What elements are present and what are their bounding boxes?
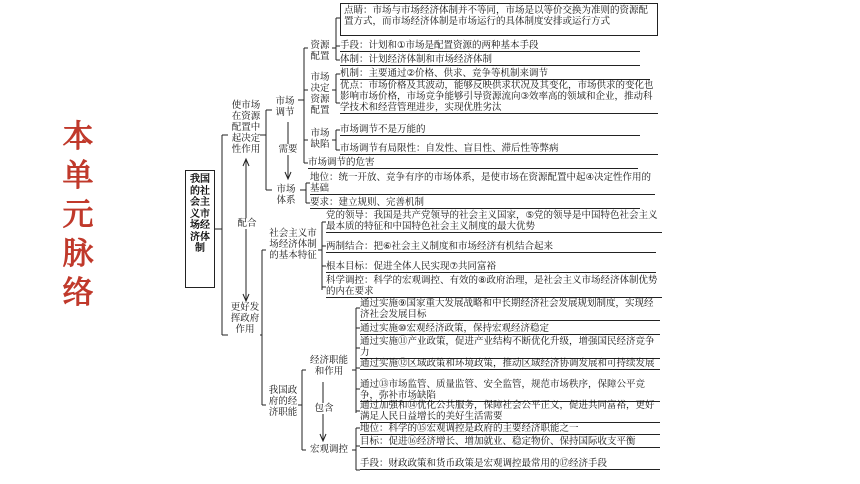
need-label: 需要: [276, 144, 300, 155]
market-decides-label: 市场决定资源配置: [310, 72, 330, 116]
function-item-2: 通过实施⑩宏观经济政策，保持宏观经济稳定: [360, 323, 660, 335]
function-item-1: 通过实施⑨国家重大发展战略和中长期经济社会发展规划制度，实现经济社会发展目标: [360, 298, 660, 321]
gov-functions-label: 我国政府的经济职能: [268, 385, 298, 418]
mechanism-item: 机制：主要通过②价格、供求、竞争等机制来调节: [340, 68, 650, 80]
root-node: 我国的社会主义市场经济体制: [185, 170, 215, 288]
basic-features-label: 社会主义市场经济体制的基本特征: [269, 228, 317, 261]
cooperate-label: 配合: [232, 218, 262, 229]
title-char-1: 本: [62, 119, 94, 155]
system-item: 体制：计划经济体制和市场经济体制: [340, 54, 640, 66]
market-system-label: 市场体系: [276, 184, 296, 206]
scientific-regulation-item: 科学调控：科学的宏观调控、有效的⑧政府治理，是社会主义市场经济体制优势的内在要求: [326, 275, 662, 298]
title-char-5: 络: [62, 275, 94, 311]
market-defects-label: 市场缺陷: [310, 128, 330, 150]
macro-item-goal: 目标：促进⑯经济增长、增加就业、稳定物价、保持国际收支平衡: [360, 436, 660, 448]
two-systems-item: 两制结合：把⑥社会主义制度和市场经济有机结合起来: [326, 241, 656, 253]
party-leadership-item: 党的领导：我国是共产党领导的社会主义国家，⑤党的领导是中国特色社会主义最本质的特征和中国特色社会主义制度的最大优势: [326, 210, 662, 233]
functions-and-roles-label: 经济职能和作用: [309, 355, 348, 377]
macro-item-means: 手段：财政政策和货币政策是宏观调控最常用的⑰经济手段: [360, 458, 660, 470]
means-item: 手段：计划和①市场是配置资源的两种基本手段: [340, 40, 640, 52]
resource-allocation-label: 资源配置: [310, 40, 330, 62]
title-char-4: 脉: [62, 236, 94, 272]
function-item-6: 通过加强和⑭优化公共服务，保障社会公平正义，促进共同富裕，更好满足人民日益增长的美好生活需要: [360, 400, 660, 423]
fundamental-goal-item: 根本目标：促进全体人民实现⑦共同富裕: [326, 261, 656, 273]
title-char-3: 元: [62, 197, 94, 233]
title-char-2: 单: [62, 158, 94, 194]
function-item-4: 通过实施⑫区域政策和环境政策，推动区域经济协调发展和可持续发展: [360, 358, 660, 370]
requirement-item: 要求：建立规则、完善机制: [310, 197, 640, 209]
branch-market-decisive: 使市场在资源配置中起决定性作用: [231, 100, 261, 155]
function-item-5: 通过⑬市场监管、质量监管、安全监管，规范市场秩序，保障公平竞争，弥补市场缺陷: [360, 379, 660, 402]
branch-government-role: 更好发挥政府作用: [230, 302, 260, 335]
status-item: 地位：统一开放、竞争有序的市场体系，是使市场在资源配置中起④决定性作用的基础: [310, 172, 655, 195]
function-item-3: 通过实施⑪产业政策，促进产业结构不断优化升级，增强国民经济竞争力: [360, 336, 660, 359]
include-label: 包含: [312, 403, 336, 414]
market-adjust-label: 市场调节: [275, 96, 295, 118]
not-omnipotent-item: 市场调节不是万能的: [340, 124, 640, 136]
limits-item: 市场调节有局限性：自发性、盲目性、滞后性等弊病: [340, 143, 658, 155]
macro-item-status: 地位：科学的⑮宏观调控是政府的主要经济职能之一: [360, 423, 660, 435]
macro-control-label: 宏观调控: [309, 444, 348, 455]
note-box: 点睛：市场与市场经济体制并不等同，市场是以等价交换为准则的资源配置方式，而市场经济体制是市场运行的具体制度安排或运行方式: [340, 3, 658, 36]
danger-item: 市场调节的危害: [308, 157, 638, 169]
advantage-item: 优点：市场价格及其波动，能够反映供求状况及其变化，市场供求的变化也影响市场价格，市场竞争能够引导资源流向③效率高的领域和企业，推动科学技术和经营管理进步，实现优胜劣汰: [340, 80, 658, 114]
